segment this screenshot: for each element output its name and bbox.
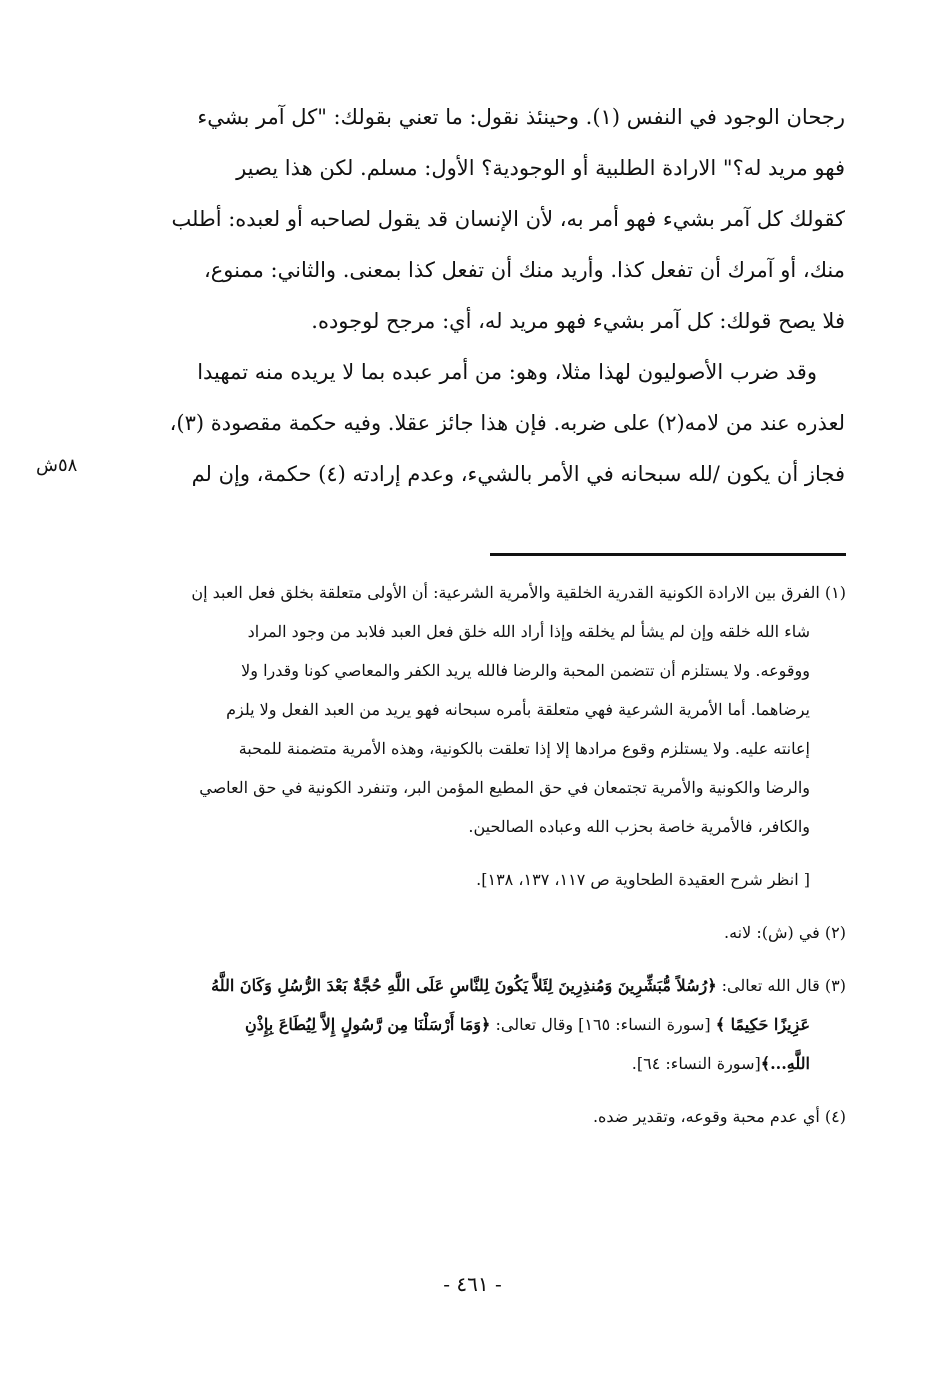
surah-citation: [سورة النساء: ٦٤].	[631, 1054, 761, 1073]
footnote-4: (٤) أي عدم محبة وقوعه، وتقدير ضده.	[592, 1107, 846, 1126]
main-text-line: رجحان الوجود في النفس (١). وحينئذ نقول: ما تعني بقولك: "كل آمر بشيء	[197, 105, 845, 129]
footnote-1-line: والرضا والكونية والأمرية تجتمعان في حق المطيع المؤمن البر، وتنفرد الكونية في حق العاصي	[199, 778, 810, 797]
footnote-1-line: ووقوعه. ولا يستلزم أن تتضمن المحبة والرضا فالله يريد الكفر والمعاصي كونا وقدرا ولا	[241, 661, 810, 680]
footnotes	[100, 573, 846, 1136]
main-text-line: فجاز أن يكون /لله سبحانه في الأمر بالشيء، وعدم إرادته (٤) حكمة، وإن لم	[191, 462, 845, 486]
footnote-1-reference: [ انظر شرح العقيدة الطحاوية ص ١١٧، ١٣٧، ١٣٨].	[476, 870, 810, 889]
main-text-line: وقد ضرب الأصوليون لهذا مثلا، وهو: من أمر عبده بما لا يريده منه تمهيدا	[197, 360, 817, 384]
main-text-line: منك، أو آمرك أن تفعل كذا. وأريد منك أن تفعل كذا بمعنى. والثاني: ممنوع،	[203, 258, 845, 282]
footnote-1-line: إعانته عليه. ولا يستلزم وقوع مرادها إلا إذا تعلقت بالكونية، وهذه الأمرية متضمنة للمحبة	[238, 739, 810, 758]
footnote-1-line: يرضاهما. أما الأمرية الشرعية فهي متعلقة بأمره سبحانه فهو يريد من العبد الفعل ولا يلزم	[226, 700, 810, 719]
footnote-3-line	[100, 1005, 846, 1044]
footnote-1-line: شاء الله خلقه وإن لم يشأ لم يخلقه وإذا أراد الله خلق فعل العبد فلابد من وجود المراد	[247, 622, 810, 641]
quran-verse: ﴿رُسُلاً مُّبَشِّرِينَ وَمُنذِرِينَ لِئَلاَّ يَكُونَ لِلنَّاسِ عَلَى اللَّهِ حُجَّةٌ بَعْدَ الرُّسُلِ وَكَانَ اللَّهُ	[211, 976, 717, 995]
quran-verse: عَزِيزًا حَكِيمًا ﴾	[715, 1015, 810, 1034]
footnote-divider	[490, 553, 846, 556]
surah-citation: [سورة النساء: ١٦٥] وقال تعالى:	[490, 1015, 716, 1034]
quran-verse: اللَّهِ...﴾	[760, 1054, 810, 1073]
main-text-line: فهو مريد له؟" الارادة الطلبية أو الوجودية؟ الأول: مسلم. لكن هذا يصير	[236, 156, 845, 180]
footnote-3-line	[100, 1044, 846, 1083]
manuscript-page-marker: ٥٨ش	[36, 455, 78, 476]
footnote-1-line: والكافر، فالأمرية خاصة بحزب الله وعباده الصالحين.	[468, 817, 810, 836]
main-text-line: كقولك كل آمر بشيء فهو أمر به، لأن الإنسان قد يقول لصاحبه أو لعبده: أطلب	[171, 207, 845, 231]
footnote-3-line	[100, 966, 846, 1005]
main-text-line: لعذره عند من لامه(٢) على ضربه. فإن هذا جائز عقلا. وفيه حكمة مقصودة (٣)،	[169, 411, 845, 435]
quran-verse: ﴿وَمَا أَرْسَلْنَا مِن رَّسُولٍ إِلاَّ لِيُطَاعَ بِإِذْنِ	[245, 1015, 491, 1034]
footnote-2: (٢) في (ش): لانه.	[724, 923, 846, 942]
footnote-1-line: (١) الفرق بين الارادة الكونية القدرية الخلقية والأمرية الشرعية: أن الأولى متعلقة بخلق فعل العبد إن	[191, 583, 846, 602]
main-text	[100, 92, 845, 500]
footnote-3-prefix: (٣) قال الله تعالى:	[716, 976, 846, 995]
page-number: - ٤٦١ -	[443, 1272, 502, 1296]
main-text-line: فلا يصح قولك: كل آمر بشيء فهو مريد له، أي: مرجح لوجوده.	[311, 309, 845, 333]
